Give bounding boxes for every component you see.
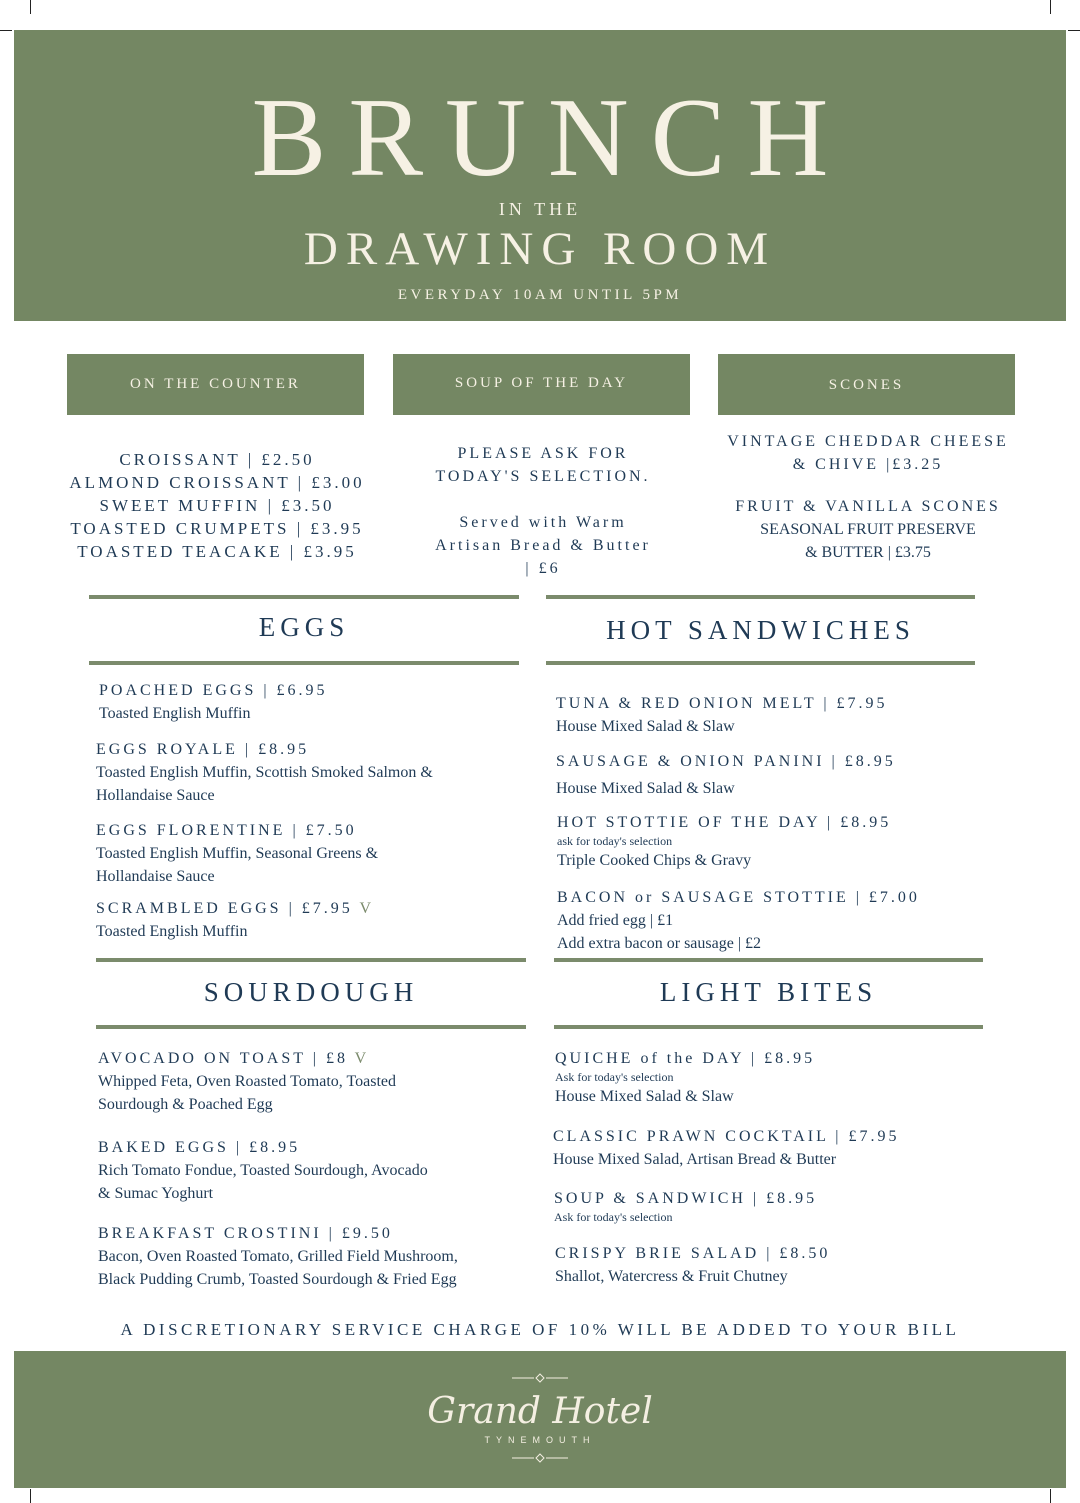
crop-mark [1068,30,1080,31]
hot-sandwiches-heading: HOT SANDWICHES [606,615,915,645]
scones-heading: SCONES [718,354,1015,415]
sourdough-heading: SOURDOUGH [203,977,419,1007]
menu-subtitle-room: DRAWING ROOM [303,223,777,275]
menu-subtitle-in-the: IN THE [498,199,582,219]
menu-item [555,1242,830,1288]
soup-line: | £6 [525,560,561,577]
menu-item [557,811,891,872]
service-charge-notice: A DISCRETIONARY SERVICE CHARGE OF 10% WILL BE ADDED TO YOUR BILL [120,1320,960,1339]
item-name: BAKED EGGS | £8.95 [98,1139,301,1156]
item-description: Shallot, Watercress & Fruit Chutney [555,1268,788,1285]
scone-item-name: VINTAGE CHEDDAR CHEESE [727,433,1009,450]
item-description: Triple Cooked Chips & Gravy [557,852,752,869]
section-divider [96,1025,526,1029]
item-name: HOT STOTTIE OF THE DAY | £8.95 [557,814,892,831]
menu-item [98,1047,396,1116]
menu-title: BRUNCH [251,76,851,200]
menu-item [96,897,374,943]
counter-item: TOASTED CRUMPETS | £3.95 [70,519,364,538]
crop-mark [1050,1489,1051,1503]
item-note: ask for today's selection [557,834,673,848]
counter-list [47,448,387,563]
counter-item: CROISSANT | £2.50 [119,450,315,469]
soup-line: Served with Warm [459,514,627,531]
scone-item-name: & CHIVE |£3.25 [792,456,944,473]
vegetarian-badge: V [354,1050,370,1067]
item-description: House Mixed Salad, Artisan Bread & Butter [553,1151,837,1168]
item-note: Ask for today's selection [555,1070,674,1084]
item-description: Rich Tomato Fondue, Toasted Sourdough, Avocado [98,1162,428,1179]
menu-item [98,1136,428,1205]
item-description: Whipped Feta, Oven Roasted Tomato, Toasted [98,1073,396,1090]
item-description: Toasted English Muffin [99,705,251,722]
counter-item: SWEET MUFFIN | £3.50 [99,496,335,515]
menu-item [554,1187,817,1225]
ornament-icon [510,1453,570,1463]
footer-banner [14,1351,1066,1488]
crop-mark [30,0,31,14]
soup-line: Artisan Bread & Butter [435,537,651,554]
ornament-icon [510,1373,570,1383]
soup-line: PLEASE ASK FOR [457,445,629,462]
counter-item: ALMOND CROISSANT | £3.00 [69,473,365,492]
menu-item [96,738,433,807]
soup-text [393,442,693,580]
section-divider [89,595,519,599]
menu-item [96,819,378,888]
soup-line: TODAY'S SELECTION. [435,468,651,485]
section-divider [554,1025,983,1029]
item-description: Toasted English Muffin, Scottish Smoked Salmon & [96,764,433,781]
item-name: EGGS ROYALE | £8.95 [96,741,310,758]
hotel-logo-subtitle: TYNEMOUTH [484,1435,596,1445]
item-description: Add extra bacon or sausage | £2 [557,935,762,952]
hotel-logo-script: Grand Hotel [427,1391,653,1432]
item-name: BREAKFAST CROSTINI | £9.50 [98,1225,393,1242]
item-description: Add fried egg | £1 [557,912,674,929]
opening-hours: EVERYDAY 10AM UNTIL 5PM [397,287,683,303]
menu-item [99,679,328,725]
menu-item [98,1222,458,1291]
scone-item-desc: & BUTTER | £3.75 [805,544,931,561]
section-divider [554,958,983,962]
item-name: SCRAMBLED EGGS | £7.95 [96,900,353,917]
menu-item [553,1125,900,1171]
crop-mark [30,1489,31,1503]
section-divider [546,661,975,665]
item-description: House Mixed Salad & Slaw [555,1088,734,1105]
menu-item [556,750,896,800]
item-name: QUICHE of the DAY | £8.95 [555,1050,816,1067]
counter-heading: ON THE COUNTER [67,354,364,415]
item-description: Bacon, Oven Roasted Tomato, Grilled Field Mushroom, [98,1248,458,1265]
section-divider [546,595,975,599]
item-name: SOUP & SANDWICH | £8.95 [554,1190,818,1207]
scone-item-name: FRUIT & VANILLA SCONES [735,498,1001,515]
item-description: Black Pudding Crumb, Toasted Sourdough & Fried Egg [98,1271,457,1288]
scone-item-desc: SEASONAL FRUIT PRESERVE [760,521,976,538]
light-bites-heading: LIGHT BITES [659,977,878,1007]
soup-heading: SOUP OF THE DAY [393,354,690,415]
item-name: SAUSAGE & ONION PANINI | £8.95 [556,753,896,770]
item-description: Hollandaise Sauce [96,787,215,804]
item-description: Hollandaise Sauce [96,868,215,885]
menu-item [557,886,920,955]
item-description: Sourdough & Poached Egg [98,1096,273,1113]
crop-mark [0,30,12,31]
menu-item [556,692,888,738]
crop-mark [1050,0,1051,14]
item-description: House Mixed Salad & Slaw [556,718,735,735]
eggs-heading: EGGS [258,612,350,642]
menu-item [555,1047,815,1108]
item-name: POACHED EGGS | £6.95 [99,682,328,699]
item-description: Toasted English Muffin [96,923,248,940]
item-name: CLASSIC PRAWN COCKTAIL | £7.95 [553,1128,900,1145]
item-name: EGGS FLORENTINE | £7.50 [96,822,357,839]
header-banner [14,30,1066,321]
item-note: Ask for today's selection [554,1210,673,1224]
item-description: Toasted English Muffin, Seasonal Greens & [96,845,379,862]
item-name: AVOCADO ON TOAST | £8 [98,1050,348,1067]
counter-item: TOASTED TEACAKE | £3.95 [77,542,357,561]
section-divider [89,661,519,665]
scones-text [700,430,1036,564]
section-divider [96,958,526,962]
item-name: BACON or SAUSAGE STOTTIE | £7.00 [557,889,920,906]
vegetarian-badge: V [359,900,375,917]
item-description: House Mixed Salad & Slaw [556,780,735,797]
item-name: TUNA & RED ONION MELT | £7.95 [556,695,888,712]
item-description: & Sumac Yoghurt [98,1185,214,1202]
item-name: CRISPY BRIE SALAD | £8.50 [555,1245,831,1262]
